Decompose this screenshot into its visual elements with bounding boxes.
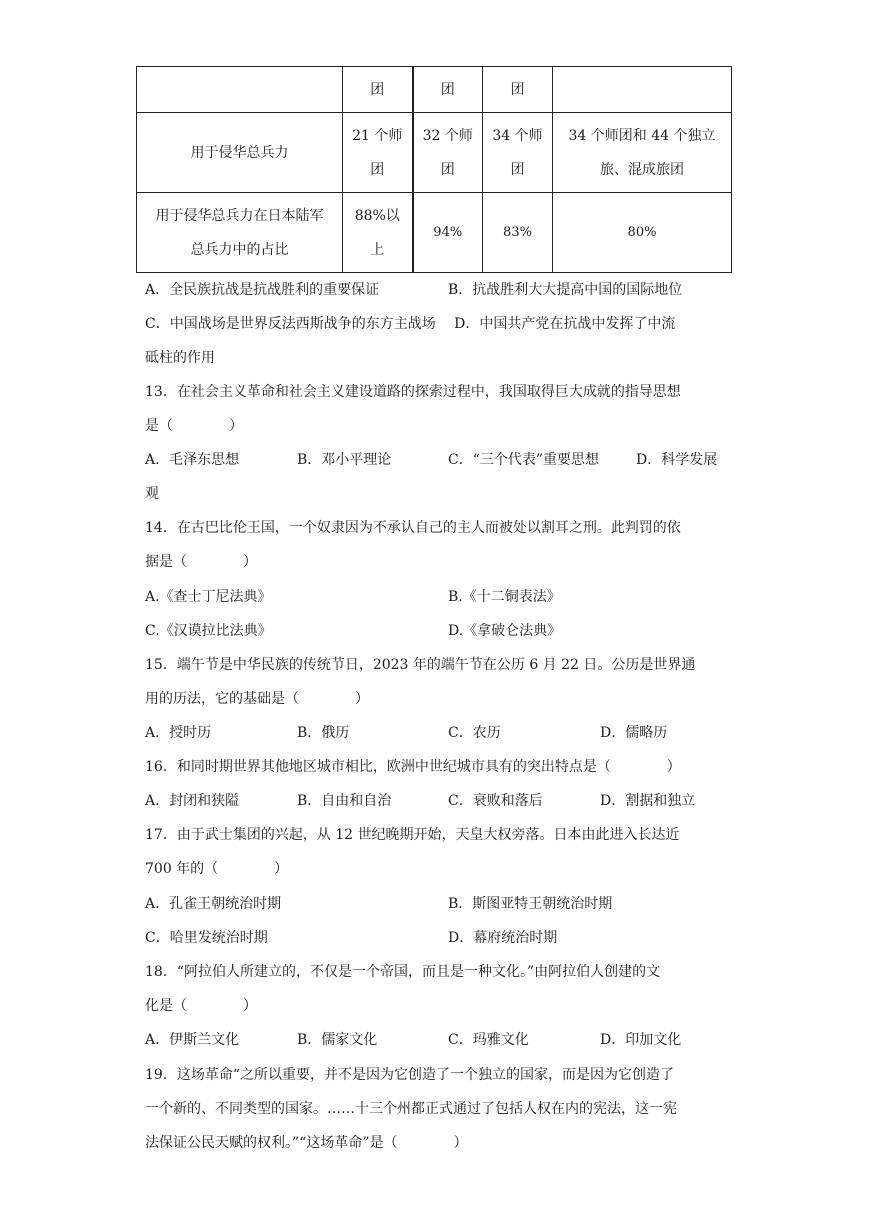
table-cell: 80% [553, 193, 732, 273]
q12-option-a: A．全民族抗战是抗战胜利的重要保证 [145, 282, 380, 298]
q13-option-d-cont: 观 [145, 486, 159, 502]
q18-option-c: C．玛雅文化 [448, 1032, 529, 1048]
cell-line: 用于侵华总兵力在日本陆军 [155, 207, 324, 224]
cell-line: 32 个师 [422, 127, 473, 144]
q16-option-c: C．衰败和落后 [448, 793, 543, 809]
table-cell [343, 193, 413, 273]
q15-option-d: D．儒略历 [600, 725, 668, 741]
q16-option-d: D．割据和独立 [600, 793, 696, 809]
table-row [137, 113, 732, 193]
q17-option-c: C．哈里发统治时期 [145, 930, 268, 946]
table-row-label: 用于侵华总兵力 [137, 113, 343, 193]
table-cell [343, 113, 413, 193]
cell-line: 团 [370, 161, 385, 178]
q15-stem-line1: 15．端午节是中华民族的传统节日，2023 年的端午节在公历 6 月 22 日。公历是世界通 [145, 657, 696, 673]
table-row [137, 67, 732, 113]
q18-option-a: A．伊斯兰文化 [145, 1032, 240, 1048]
q16-stem-line1: 16．和同时期世界其他地区城市相比，欧洲中世纪城市具有的突出特点是（ ） [145, 759, 681, 775]
q15-option-c: C．农历 [448, 725, 501, 741]
cell-line: 88%以 [354, 207, 400, 224]
troops-table [136, 66, 732, 273]
cell-line: 21 个师 [352, 127, 403, 144]
table-cell [553, 113, 732, 193]
q13-option-d: D．科学发展 [636, 452, 718, 468]
q14-option-a: A.《查士丁尼法典》 [145, 589, 272, 605]
q18-stem-line2: 化是（ ） [145, 998, 257, 1014]
q19-stem-line2: 一个新的、不同类型的国家。……十三个州都正式通过了包括人权在内的宪法，这一宪 [145, 1101, 677, 1117]
q18-option-d: D．印加文化 [600, 1032, 682, 1048]
table-row-label [137, 193, 343, 273]
q12-option-d-cont: 砥柱的作用 [145, 350, 215, 366]
q13-option-a: A．毛泽东思想 [145, 452, 240, 468]
q16-option-b: B．自由和自治 [297, 793, 392, 809]
cell-line: 团 [510, 161, 525, 178]
q15-stem-line2: 用的历法，它的基础是（ ） [145, 691, 369, 707]
q17-stem-line2: 700 年的（ ） [145, 861, 289, 877]
q17-option-a: A．孔雀王朝统治时期 [145, 896, 282, 912]
table-row [137, 193, 732, 273]
table-cell: 83% [483, 193, 553, 273]
q17-option-d: D．幕府统治时期 [448, 930, 558, 946]
cell-line: 旅、混成旅团 [600, 161, 684, 178]
table-cell: 团 [413, 67, 483, 113]
cell-line: 总兵力中的占比 [190, 241, 289, 258]
q14-option-c: C.《汉谟拉比法典》 [145, 623, 272, 639]
table-cell [137, 67, 343, 113]
table-cell [413, 113, 483, 193]
cell-line: 34 个师团和 44 个独立 [568, 127, 716, 144]
table-cell: 团 [483, 67, 553, 113]
q13-stem-line1: 13．在社会主义革命和社会主义建设道路的探索过程中，我国取得巨大成就的指导思想 [145, 384, 681, 400]
q13-stem-line2: 是（ ） [145, 418, 243, 434]
q18-option-b: B．儒家文化 [297, 1032, 378, 1048]
q19-stem-line3: 法保证公民天赋的权利。”“这场革命”是（ ） [145, 1135, 468, 1151]
q19-stem-line1: 19．这场革命“之所以重要，并不是因为它创造了一个独立的国家，而是因为它创造了 [145, 1067, 674, 1083]
q13-option-b: B．邓小平理论 [297, 452, 392, 468]
q15-option-b: B．俄历 [297, 725, 350, 741]
q16-option-a: A．封闭和狭隘 [145, 793, 240, 809]
q12-option-c-d: C．中国战场是世界反法西斯战争的东方主战场 D．中国共产党在抗战中发挥了中流 [145, 316, 676, 332]
q14-option-d: D.《拿破仑法典》 [448, 623, 562, 639]
table-cell: 团 [343, 67, 413, 113]
q13-option-c: C．“三个代表”重要思想 [448, 452, 600, 468]
q17-option-b: B．斯图亚特王朝统治时期 [448, 896, 613, 912]
q17-stem-line1: 17．由于武士集团的兴起，从 12 世纪晚期开始，天皇大权旁落。日本由此进入长达近 [145, 827, 680, 843]
q14-stem-line1: 14．在古巴比伦王国，一个奴隶因为不承认自己的主人而被处以割耳之刑。此判罚的依 [145, 520, 681, 536]
cell-line: 34 个师 [492, 127, 543, 144]
q14-stem-line2: 据是（ ） [145, 554, 257, 570]
table-cell [553, 67, 732, 113]
table-cell [483, 113, 553, 193]
q12-option-b: B．抗战胜利大大提高中国的国际地位 [448, 282, 683, 298]
q15-option-a: A．授时历 [145, 725, 212, 741]
table-cell: 94% [413, 193, 483, 273]
q14-option-b: B.《十二铜表法》 [448, 589, 561, 605]
cell-line: 团 [440, 161, 455, 178]
q18-stem-line1: 18．“阿拉伯人所建立的，不仅是一个帝国，而且是一种文化。”由阿拉伯人创建的文 [145, 964, 661, 980]
cell-line: 上 [370, 241, 385, 258]
